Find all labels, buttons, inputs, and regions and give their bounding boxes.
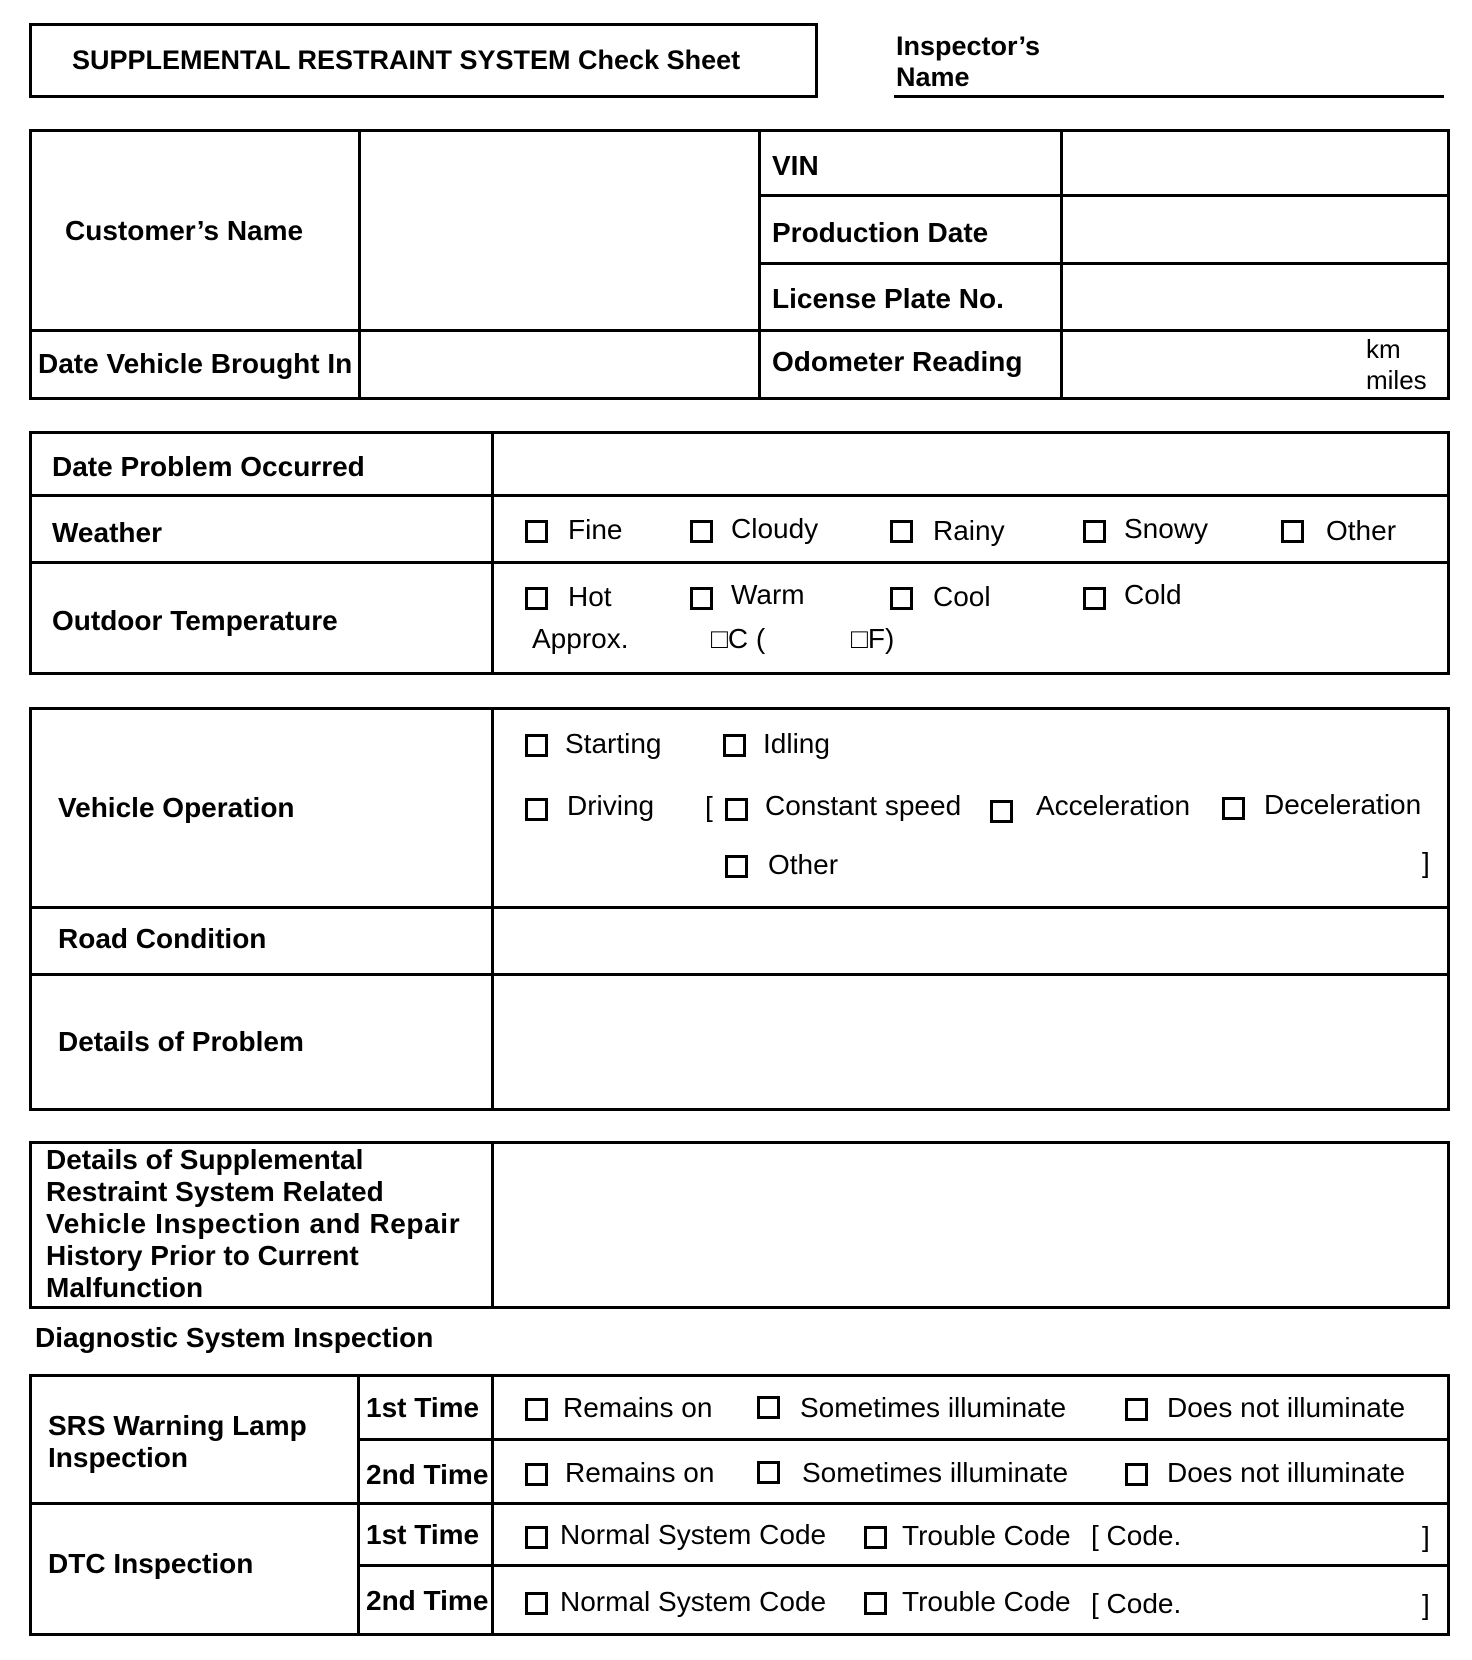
dtc-2-trouble-checkbox[interactable] — [864, 1592, 887, 1620]
license-plate-label: License Plate No. — [772, 283, 1004, 314]
dtc-1-close-bracket: ] — [1422, 1521, 1430, 1552]
approx-label: Approx. — [532, 623, 629, 654]
weather-rainy-label: Rainy — [933, 515, 1005, 546]
weather-rainy-checkbox[interactable] — [890, 520, 913, 548]
weather-other-checkbox[interactable] — [1281, 520, 1304, 548]
temp-cold-checkbox[interactable] — [1083, 587, 1106, 615]
approx-celsius-field[interactable] — [628, 622, 710, 654]
sheet-title: SUPPLEMENTAL RESTRAINT SYSTEM Check Sheet — [72, 45, 741, 75]
weather-snowy-label: Snowy — [1124, 513, 1209, 544]
operation-other-checkbox[interactable] — [725, 855, 748, 883]
customer-name-field[interactable] — [362, 133, 756, 327]
dtc-2-normal-label: Normal System Code — [560, 1586, 827, 1617]
srs-first-time-label: 1st Time — [366, 1392, 480, 1423]
srs-second-time-label: 2nd Time — [366, 1459, 489, 1490]
history-label-line1: Details of Supplemental — [46, 1144, 364, 1175]
srs-1-remains-on-checkbox[interactable] — [525, 1398, 548, 1426]
vin-label: VIN — [772, 150, 819, 181]
operation-driving-checkbox[interactable] — [525, 798, 548, 826]
operation-idling-checkbox[interactable] — [723, 734, 746, 762]
dtc-1-trouble-label: Trouble Code — [902, 1520, 1071, 1551]
constant-speed-label: Constant speed — [765, 790, 962, 821]
srs-1-sometimes-checkbox[interactable] — [757, 1396, 780, 1424]
customer-name-label: Customer’s Name — [65, 215, 304, 246]
date-problem-field[interactable] — [495, 435, 1447, 492]
history-label-line5: Malfunction — [46, 1272, 204, 1303]
operation-other-field[interactable] — [860, 848, 1420, 882]
dtc-1-code-label: [ Code. — [1091, 1520, 1182, 1551]
srs-1-does-not-label: Does not illuminate — [1167, 1392, 1406, 1423]
approx-fahrenheit-field[interactable] — [765, 622, 849, 654]
road-condition-label: Road Condition — [58, 923, 267, 954]
inspector-name-field[interactable] — [894, 95, 1444, 98]
dtc-2-normal-checkbox[interactable] — [525, 1592, 548, 1620]
acceleration-label: Acceleration — [1036, 790, 1191, 821]
details-of-problem-field[interactable] — [495, 977, 1447, 1108]
operation-driving-label: Driving — [567, 790, 655, 821]
dtc-2-code-field[interactable] — [1195, 1576, 1417, 1622]
odometer-label: Odometer Reading — [772, 346, 1023, 377]
odometer-unit-km: km — [1366, 334, 1401, 364]
srs-1-sometimes-label: Sometimes illuminate — [800, 1392, 1067, 1423]
dtc-2-close-bracket: ] — [1422, 1589, 1430, 1620]
srs-lamp-label-line1: SRS Warning Lamp — [48, 1410, 307, 1441]
srs-2-does-not-label: Does not illuminate — [1167, 1457, 1406, 1488]
deceleration-label: Deceleration — [1264, 789, 1422, 820]
odometer-field[interactable] — [1064, 333, 1364, 397]
road-condition-field[interactable] — [495, 910, 1447, 971]
srs-2-remains-on-label: Remains on — [565, 1457, 715, 1488]
diagnostic-section-title: Diagnostic System Inspection — [35, 1322, 434, 1353]
srs-lamp-label-line2: Inspection — [48, 1442, 189, 1473]
driving-open-bracket: [ — [705, 791, 713, 822]
constant-speed-checkbox[interactable] — [725, 798, 748, 826]
fahrenheit-unit-label: □F) — [851, 623, 895, 654]
dtc-first-time-label: 1st Time — [366, 1519, 480, 1550]
deceleration-checkbox[interactable] — [1222, 797, 1245, 825]
details-of-problem-label: Details of Problem — [58, 1026, 304, 1057]
operation-starting-label: Starting — [565, 728, 662, 759]
temp-hot-label: Hot — [568, 581, 612, 612]
srs-2-does-not-checkbox[interactable] — [1125, 1463, 1148, 1491]
srs-2-sometimes-label: Sometimes illuminate — [802, 1457, 1069, 1488]
dtc-1-code-field[interactable] — [1195, 1512, 1417, 1556]
weather-cloudy-checkbox[interactable] — [690, 520, 713, 548]
dtc-2-code-label: [ Code. — [1091, 1588, 1182, 1619]
temp-cool-checkbox[interactable] — [890, 587, 913, 615]
dtc-1-trouble-checkbox[interactable] — [864, 1526, 887, 1554]
inspector-label-line2: Name — [896, 62, 970, 92]
date-brought-in-label: Date Vehicle Brought In — [38, 348, 353, 379]
temp-warm-checkbox[interactable] — [690, 587, 713, 615]
date-brought-in-field[interactable] — [362, 333, 756, 397]
celsius-unit-label: □C ( — [711, 623, 766, 654]
license-plate-field[interactable] — [1064, 266, 1447, 328]
history-label-line4: History Prior to Current — [46, 1240, 359, 1271]
outdoor-temperature-label: Outdoor Temperature — [52, 605, 338, 636]
date-problem-label: Date Problem Occurred — [52, 451, 365, 482]
operation-other-label: Other — [768, 849, 839, 880]
history-label-line2: Restraint System Related — [46, 1176, 384, 1207]
odometer-unit-miles: miles — [1366, 365, 1427, 395]
weather-fine-checkbox[interactable] — [525, 520, 548, 548]
temp-hot-checkbox[interactable] — [525, 587, 548, 615]
acceleration-checkbox[interactable] — [990, 800, 1013, 828]
srs-1-does-not-checkbox[interactable] — [1125, 1398, 1148, 1426]
production-date-label: Production Date — [772, 217, 989, 248]
history-label-line3: Vehicle Inspection and Repair — [46, 1208, 461, 1239]
dtc-2-trouble-label: Trouble Code — [902, 1586, 1071, 1617]
dtc-1-normal-label: Normal System Code — [560, 1519, 827, 1550]
vehicle-operation-label: Vehicle Operation — [58, 792, 295, 823]
srs-2-sometimes-checkbox[interactable] — [757, 1461, 780, 1489]
operation-idling-label: Idling — [763, 728, 830, 759]
dtc-inspection-label: DTC Inspection — [48, 1548, 254, 1579]
srs-2-remains-on-checkbox[interactable] — [525, 1463, 548, 1491]
weather-snowy-checkbox[interactable] — [1083, 520, 1106, 548]
weather-cloudy-label: Cloudy — [731, 513, 819, 544]
vin-field[interactable] — [1064, 133, 1447, 193]
dtc-second-time-label: 2nd Time — [366, 1585, 489, 1616]
inspector-label-line1: Inspector’s — [896, 31, 1041, 61]
temp-cold-label: Cold — [1124, 579, 1182, 610]
temp-warm-label: Warm — [731, 579, 805, 610]
production-date-field[interactable] — [1064, 198, 1447, 260]
history-field[interactable] — [495, 1145, 1447, 1306]
temp-cool-label: Cool — [933, 581, 991, 612]
weather-fine-label: Fine — [568, 514, 623, 545]
weather-label: Weather — [52, 517, 162, 548]
operation-starting-checkbox[interactable] — [525, 734, 548, 762]
dtc-1-normal-checkbox[interactable] — [525, 1526, 548, 1554]
srs-1-remains-on-label: Remains on — [563, 1392, 713, 1423]
weather-other-label: Other — [1326, 515, 1397, 546]
driving-close-bracket: ] — [1422, 847, 1430, 878]
